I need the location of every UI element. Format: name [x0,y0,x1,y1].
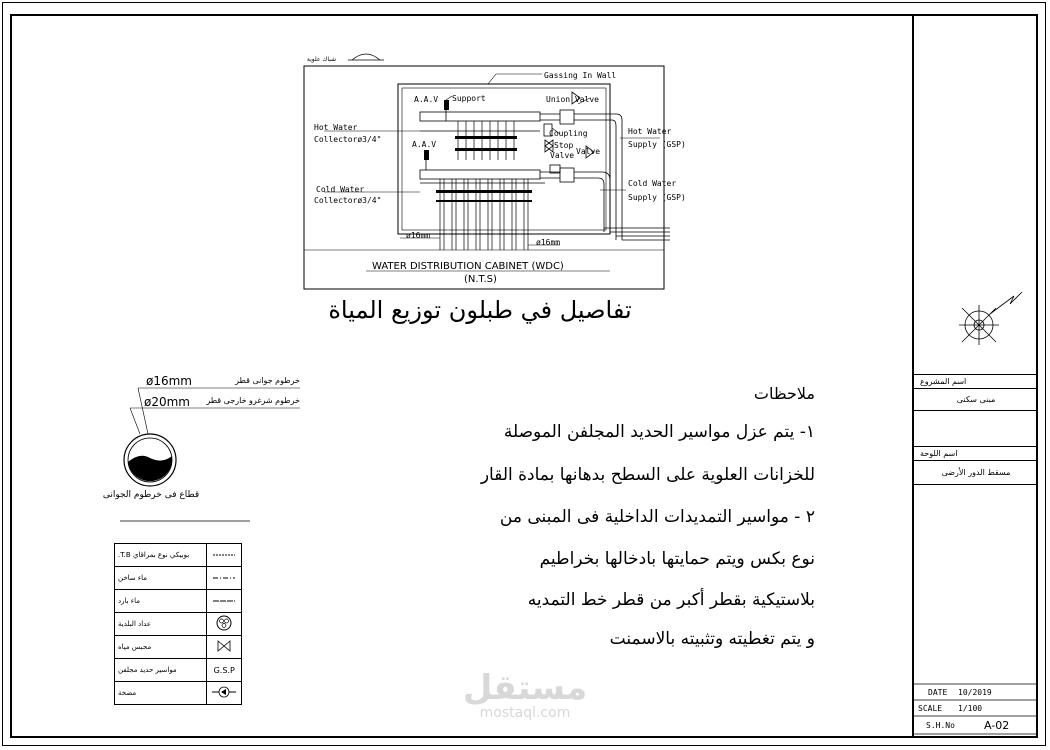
date-value: 10/2019 [958,688,992,697]
legend-label: عداد البلدية [115,613,207,636]
tb-empty-row [914,411,1038,447]
legend-label: مضخة [115,682,207,705]
project-value: مبنى سكنى [914,389,1038,411]
sheet-no-value: A-02 [984,719,1010,732]
pump-icon [207,682,242,705]
notes-line-4: نوع بكس ويتم حمايتها بادخالها بخراطيم [539,549,815,569]
legend-label: ماء بارد [115,590,207,613]
cabinet-title-ar: تفاصيل في طبلون توزيع المياة [328,296,632,324]
legend-label: مواسير حديد مجلفن [115,659,207,682]
notes-line-1: ١- يتم عزل مواسير الحديد المجلفن الموصلة [503,422,815,442]
gassing-label: Gassing In Wall [544,71,617,80]
cold-supply-label-2: Supply (GSP) [628,193,686,202]
aav-label-2: A.A.V [412,140,437,149]
dashed-line-icon [207,544,242,567]
top-small-label: شباك علوية [306,56,336,63]
dia-label-left: ø16mm [406,231,431,240]
legend-row [115,659,242,682]
meter-icon [207,613,242,636]
valve-label: Valve [550,151,575,160]
legend-table [114,543,242,705]
solid-line-icon [207,590,242,613]
aav-label-1: A.A.V [414,95,439,104]
legend-label: محبس مياه [115,636,207,659]
legend-row [115,544,242,567]
cold-collector-label-2: Collectorø3/4" [314,196,382,205]
cold-supply-label-1: Cold Water [628,179,677,188]
legend-row [115,613,242,636]
date-label: DATE [928,688,948,697]
sheet-value: مسقط الدور الأرضى [914,461,1038,485]
project-label: اسم المشروع [914,375,1038,389]
cabinet-caption: WATER DISTRIBUTION CABINET (WDC) [372,261,564,272]
watermark-ar: مستقل [462,668,588,708]
outer-dia-label: ø20mm [144,395,190,409]
legend-label: ماء ساخن [115,567,207,590]
support-label: Support [452,94,486,103]
inner-dia-label: ø16mm [146,374,192,388]
watermark [460,670,590,720]
cabinet-nts: (N.T.S) [464,274,497,285]
scale-value: 1/100 [958,704,983,713]
sheet-label: اسم اللوحة [914,447,1038,461]
notes-line-6: و يتم تغطيته وتثبيته بالاسمنت [609,629,815,649]
dashdot-line-icon [207,567,242,590]
watermark-en: mostaql.com [479,705,571,721]
legend-row [115,636,242,659]
legend-label: بوبيكي نوع بمراقاي T.B. [115,544,207,567]
valve-label-2: Valve [576,147,601,156]
cold-collector-label-1: Cold Water [316,185,365,194]
hot-collector-label-2: Collectorø3/4" [314,135,382,144]
notes-line-2: للخزانات العلوية على السطح بدهانها بمادة القار [480,465,815,485]
union-valve-label: Union Valve [546,95,599,104]
coupling-label: Coupling [549,129,588,138]
inner-hose-label: خرطوم جوانى قطر [235,376,300,385]
legend-row [115,567,242,590]
notes-line-5: بلاستيكية بقطر أكبر من قطر خط التمديه [527,590,815,610]
outer-hose-label: خرطوم شرغرو خارجى قطر [206,396,300,405]
notes-line-3: ٢ - مواسير التمديدات الداخلية فى المبنى من [499,507,815,527]
legend-row [115,590,242,613]
legend-row [115,682,242,705]
hot-collector-label-1: Hot Water [314,123,358,132]
dia-label-right: ø16mm [536,238,561,247]
north-arrow-icon [959,292,1022,345]
section-caption: قطاع فى خرطوم الجوانى [102,490,200,500]
stop-label: Stop [554,141,574,150]
gsp-symbol: G.S.P [207,659,242,682]
valve-icon [207,636,242,659]
scale-label: SCALE [918,704,943,713]
sheet-no-label: S.H.No [926,721,955,730]
notes-heading: ملاحظات [753,384,815,403]
hot-supply-label-1: Hot Water [628,127,672,136]
hot-supply-label-2: Supply (GSP) [628,140,686,149]
